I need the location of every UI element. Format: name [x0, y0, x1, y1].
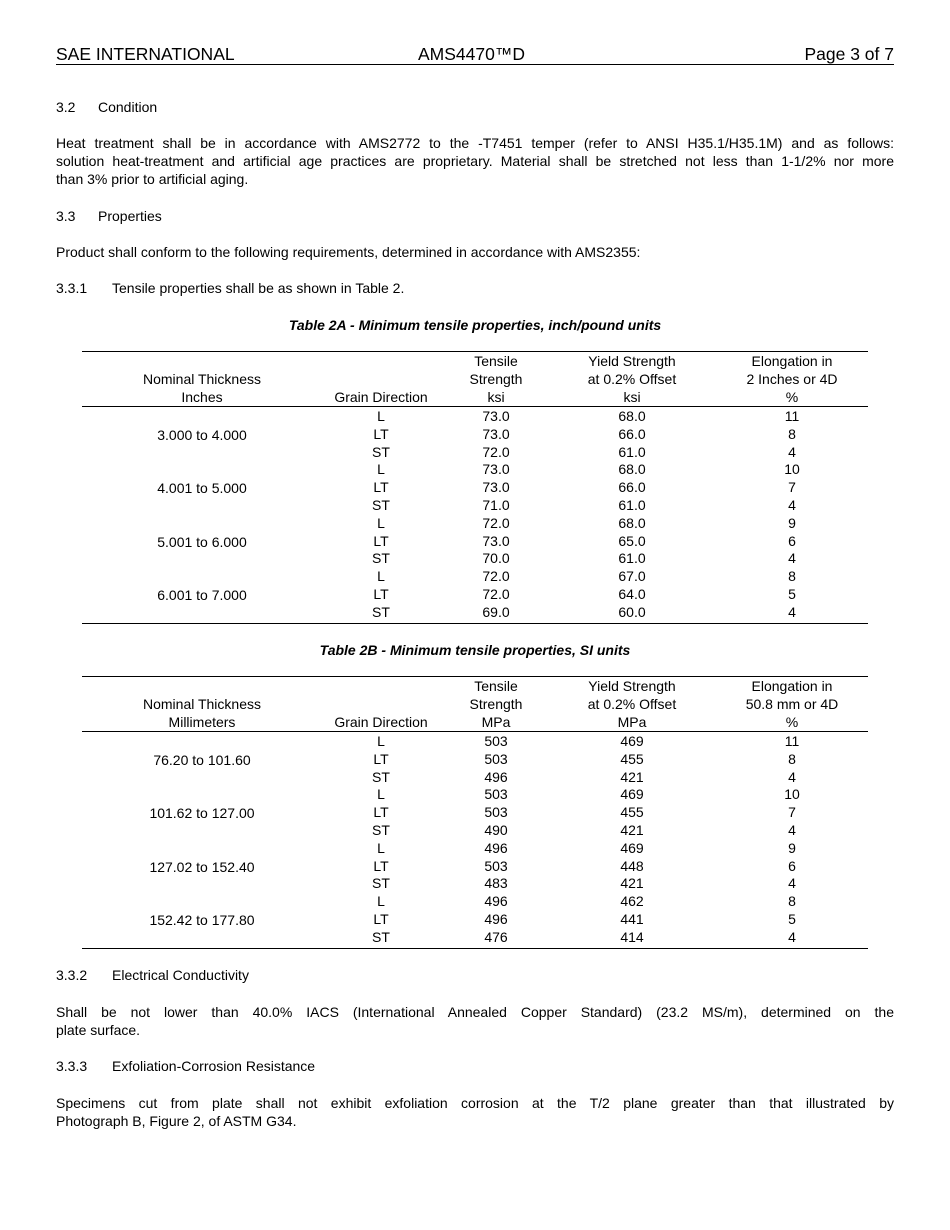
grain-direction-cell: L: [377, 733, 385, 749]
thickness-cell: 152.42 to 177.80: [149, 911, 255, 928]
section-title: Properties: [98, 208, 162, 224]
section-3-3-2-body: [56, 1003, 894, 1039]
yield-strength-cell: 462: [620, 893, 644, 910]
tensile-strength-cell: 73.0: [482, 461, 510, 478]
section-3-2-body: [56, 134, 894, 188]
table-body: [82, 407, 868, 623]
header-org: SAE INTERNATIONAL: [56, 44, 235, 64]
elongation-cell: 11: [784, 408, 800, 424]
elongation-cell: 7: [788, 479, 796, 496]
yield-strength-cell: 421: [620, 768, 644, 785]
header-yield-strength: Yield Strength at 0.2% Offset ksi: [587, 353, 677, 405]
thickness-group: [82, 786, 868, 839]
elongation-cell: 5: [788, 910, 796, 927]
paragraph-text: Product shall conform to the following requirements, determined in accordance with AMS2355:: [56, 244, 641, 260]
tensile-strength-cell: 72.0: [482, 514, 510, 531]
grain-direction-cell: LT: [373, 425, 389, 442]
elongation-cell: 4: [788, 768, 796, 785]
tensile-strength-cell: 503: [484, 857, 508, 874]
yield-strength-cell: 421: [620, 821, 644, 838]
elongation-cell: 10: [784, 461, 800, 478]
page-header: [56, 44, 894, 65]
tensile-strength-cell: 73.0: [482, 408, 510, 424]
thickness-group: [82, 733, 868, 786]
thickness-group: [82, 515, 868, 568]
section-3-2-heading: [56, 98, 894, 116]
grain-direction-cell: L: [377, 568, 385, 585]
header-thickness: Nominal Thickness Inches: [142, 371, 261, 405]
elongation-cell: 9: [788, 839, 796, 856]
thickness-cell: 5.001 to 6.000: [157, 533, 247, 550]
thickness-cell: 3.000 to 4.000: [157, 426, 247, 443]
tensile-strength-cell: 490: [484, 821, 508, 838]
elongation-cell: 8: [788, 893, 796, 910]
grain-direction-cell: LT: [373, 857, 389, 874]
yield-strength-cell: 65.0: [618, 532, 646, 549]
section-3-3-3-body: [56, 1094, 894, 1130]
section-number: 3.3.1: [56, 280, 88, 296]
section-3-3-body: [56, 243, 894, 261]
yield-strength-cell: 441: [620, 910, 644, 927]
elongation-cell: 4: [788, 443, 796, 460]
grain-direction-cell: LT: [373, 804, 389, 821]
paragraph-line: Heat treatment shall be in accordance with AMS2772 to the -T7451 temper (refer to ANSI H35.1/H35.1M) and as follows:: [56, 135, 894, 151]
paragraph-line: than 3% prior to artificial aging.: [56, 171, 249, 187]
elongation-cell: 10: [784, 786, 800, 803]
grain-direction-cell: ST: [372, 603, 390, 620]
section-title: Condition: [98, 99, 158, 115]
header-elongation: Elongation in 2 Inches or 4D %: [746, 353, 838, 405]
thickness-group: [82, 408, 868, 461]
elongation-cell: 4: [788, 603, 796, 620]
tensile-strength-cell: 73.0: [482, 532, 510, 549]
elongation-cell: 7: [788, 804, 796, 821]
elongation-cell: 8: [788, 568, 796, 585]
grain-direction-cell: L: [377, 514, 385, 531]
paragraph-line: plate surface.: [56, 1022, 141, 1038]
tensile-strength-cell: 503: [484, 733, 508, 749]
thickness-cell: 76.20 to 101.60: [153, 751, 251, 768]
table-header: [82, 677, 868, 732]
tensile-strength-cell: 503: [484, 786, 508, 803]
grain-direction-cell: LT: [373, 750, 389, 767]
table-2a: [82, 351, 868, 624]
yield-strength-cell: 469: [620, 733, 644, 749]
grain-direction-cell: ST: [372, 768, 390, 785]
section-number: 3.3.2: [56, 967, 88, 983]
header-tensile-strength: Tensile Strength MPa: [469, 678, 523, 730]
tensile-strength-cell: 496: [484, 893, 508, 910]
section-number: 3.2: [56, 99, 76, 115]
grain-direction-cell: LT: [373, 479, 389, 496]
tensile-strength-cell: 72.0: [482, 585, 510, 602]
tensile-strength-cell: 71.0: [482, 496, 510, 513]
tensile-strength-cell: 503: [484, 804, 508, 821]
tensile-strength-cell: 72.0: [482, 443, 510, 460]
section-number: 3.3.3: [56, 1058, 88, 1074]
elongation-cell: 9: [788, 514, 796, 531]
grain-direction-cell: LT: [373, 910, 389, 927]
section-title: Electrical Conductivity: [112, 967, 249, 983]
grain-direction-cell: L: [377, 408, 385, 424]
section-3-3-heading: [56, 207, 894, 225]
table-body: [82, 732, 868, 948]
elongation-cell: 11: [784, 733, 800, 749]
thickness-cell: 4.001 to 5.000: [157, 480, 247, 497]
section-title: Exfoliation-Corrosion Resistance: [112, 1058, 316, 1074]
elongation-cell: 6: [788, 532, 796, 549]
yield-strength-cell: 68.0: [618, 408, 646, 424]
tensile-strength-cell: 73.0: [482, 425, 510, 442]
grain-direction-cell: L: [377, 461, 385, 478]
grain-direction-cell: ST: [372, 875, 390, 892]
yield-strength-cell: 68.0: [618, 514, 646, 531]
grain-direction-cell: L: [377, 839, 385, 856]
elongation-cell: 8: [788, 750, 796, 767]
table-2a-caption: Table 2A - Minimum tensile properties, inch/pound units: [288, 317, 662, 333]
table-2b: [82, 676, 868, 949]
header-elongation: Elongation in 50.8 mm or 4D %: [745, 678, 839, 730]
thickness-group: [82, 568, 868, 621]
yield-strength-cell: 469: [620, 839, 644, 856]
tensile-strength-cell: 483: [484, 875, 508, 892]
header-page-number: Page 3 of 7: [804, 44, 894, 64]
thickness-cell: 6.001 to 7.000: [157, 586, 247, 603]
section-3-3-3-heading: [56, 1057, 894, 1075]
yield-strength-cell: 64.0: [618, 585, 646, 602]
yield-strength-cell: 61.0: [618, 550, 646, 567]
yield-strength-cell: 66.0: [618, 479, 646, 496]
table-header: [82, 352, 868, 407]
elongation-cell: 4: [788, 928, 796, 945]
thickness-group: [82, 461, 868, 514]
yield-strength-cell: 60.0: [618, 603, 646, 620]
tensile-strength-cell: 72.0: [482, 568, 510, 585]
yield-strength-cell: 421: [620, 875, 644, 892]
header-thickness: Nominal Thickness Millimeters: [142, 696, 261, 730]
thickness-cell: 127.02 to 152.40: [149, 858, 255, 875]
yield-strength-cell: 448: [620, 857, 644, 874]
section-number: 3.3: [56, 208, 76, 224]
elongation-cell: 4: [788, 496, 796, 513]
elongation-cell: 8: [788, 425, 796, 442]
paragraph-line: Specimens cut from plate shall not exhibit exfoliation corrosion at the T/2 plane greater than that illustrated by: [56, 1095, 894, 1111]
header-yield-strength: Yield Strength at 0.2% Offset MPa: [587, 678, 677, 730]
tensile-strength-cell: 73.0: [482, 479, 510, 496]
grain-direction-cell: ST: [372, 928, 390, 945]
tensile-strength-cell: 496: [484, 910, 508, 927]
grain-direction-cell: LT: [373, 532, 389, 549]
elongation-cell: 4: [788, 821, 796, 838]
yield-strength-cell: 61.0: [618, 443, 646, 460]
tensile-strength-cell: 69.0: [482, 603, 510, 620]
section-title: Tensile properties shall be as shown in Table 2.: [112, 280, 405, 296]
tensile-strength-cell: 496: [484, 768, 508, 785]
grain-direction-cell: LT: [373, 585, 389, 602]
yield-strength-cell: 455: [620, 750, 644, 767]
paragraph-line: Photograph B, Figure 2, of ASTM G34.: [56, 1113, 297, 1129]
tensile-strength-cell: 503: [484, 750, 508, 767]
tensile-strength-cell: 496: [484, 839, 508, 856]
header-grain-direction: Grain Direction: [334, 714, 428, 730]
yield-strength-cell: 469: [620, 786, 644, 803]
paragraph-line: Shall be not lower than 40.0% IACS (International Annealed Copper Standard) (23.2 MS/m), determined on the: [56, 1004, 894, 1020]
elongation-cell: 6: [788, 857, 796, 874]
grain-direction-cell: L: [377, 786, 385, 803]
elongation-cell: 4: [788, 550, 796, 567]
grain-direction-cell: L: [377, 893, 385, 910]
section-3-3-2-heading: [56, 966, 894, 984]
grain-direction-cell: ST: [372, 496, 390, 513]
tensile-strength-cell: 476: [484, 928, 508, 945]
section-3-3-1-heading: [56, 279, 894, 297]
table-2b-caption: Table 2B - Minimum tensile properties, SI units: [319, 642, 631, 658]
header-doc-id: AMS4470™D: [418, 44, 525, 64]
paragraph-line: solution heat-treatment and artificial age practices are proprietary. Material shall be stretched not less than 1-1/2% nor more: [56, 153, 894, 169]
grain-direction-cell: ST: [372, 443, 390, 460]
header-grain-direction: Grain Direction: [334, 389, 428, 405]
tensile-strength-cell: 70.0: [482, 550, 510, 567]
yield-strength-cell: 67.0: [618, 568, 646, 585]
grain-direction-cell: ST: [372, 550, 390, 567]
yield-strength-cell: 68.0: [618, 461, 646, 478]
header-tensile-strength: Tensile Strength ksi: [469, 353, 523, 405]
elongation-cell: 4: [788, 875, 796, 892]
thickness-cell: 101.62 to 127.00: [149, 805, 255, 822]
yield-strength-cell: 61.0: [618, 496, 646, 513]
yield-strength-cell: 66.0: [618, 425, 646, 442]
thickness-group: [82, 893, 868, 946]
thickness-group: [82, 840, 868, 893]
yield-strength-cell: 414: [620, 928, 644, 945]
elongation-cell: 5: [788, 585, 796, 602]
yield-strength-cell: 455: [620, 804, 644, 821]
grain-direction-cell: ST: [372, 821, 390, 838]
